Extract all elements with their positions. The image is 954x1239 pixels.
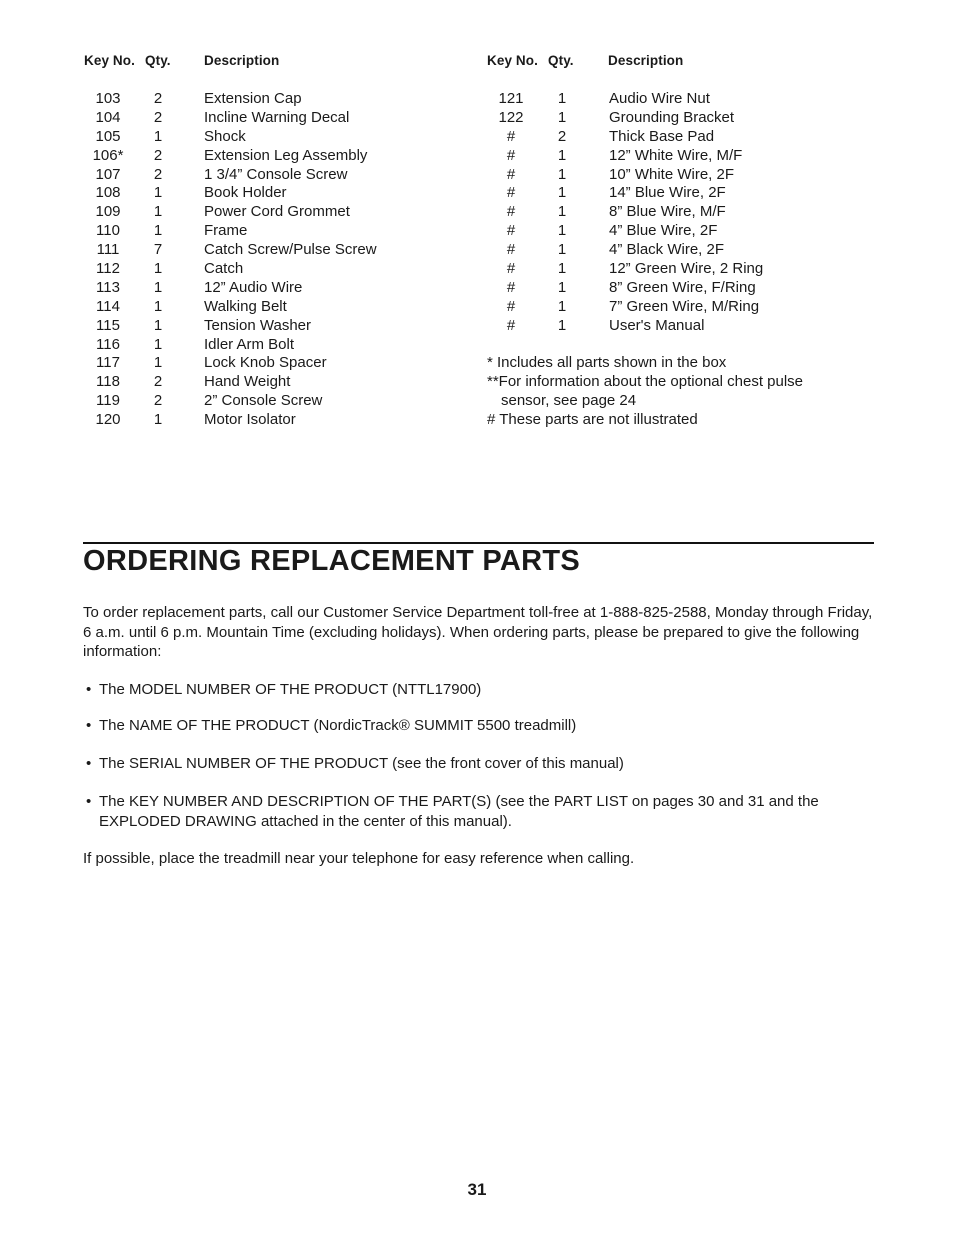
part-description: Catch Screw/Pulse Screw bbox=[204, 241, 377, 259]
part-qty: 1 bbox=[557, 184, 567, 202]
bullet-dot: • bbox=[86, 793, 92, 810]
part-key-no: # bbox=[506, 184, 516, 202]
part-description: Lock Knob Spacer bbox=[204, 354, 327, 372]
part-description: Catch bbox=[204, 260, 244, 278]
part-key-no: # bbox=[506, 222, 516, 240]
part-key-no: 114 bbox=[96, 297, 120, 315]
part-qty: 2 bbox=[153, 392, 163, 410]
part-qty: 1 bbox=[153, 203, 163, 221]
part-key-no: 107 bbox=[95, 165, 121, 183]
bullet-text: The KEY NUMBER AND DESCRIPTION OF THE PART(S) (see the PART LIST on pages 30 and 31 and the EXPLODED DRAWING attached in the center of this manual). bbox=[99, 793, 819, 830]
part-key-no: 116 bbox=[96, 335, 120, 353]
right-header-qty: Qty. bbox=[548, 53, 574, 68]
part-key-no: # bbox=[506, 127, 516, 145]
part-qty: 1 bbox=[153, 297, 163, 315]
section-divider bbox=[83, 542, 874, 544]
bullet-text: The MODEL NUMBER OF THE PRODUCT (NTTL17900) bbox=[99, 681, 482, 698]
part-key-no: 105 bbox=[95, 127, 121, 145]
part-description: 8” Green Wire, F/Ring bbox=[609, 278, 756, 296]
left-header-key-no: Key No. bbox=[84, 53, 135, 68]
part-key-no: # bbox=[506, 260, 516, 278]
part-description: User's Manual bbox=[609, 316, 705, 334]
part-description: Book Holder bbox=[204, 184, 287, 202]
bullet-text: The SERIAL NUMBER OF THE PRODUCT (see the front cover of this manual) bbox=[99, 755, 624, 772]
part-key-no: # bbox=[506, 278, 516, 296]
part-qty: 1 bbox=[557, 278, 567, 296]
left-header-qty: Qty. bbox=[145, 53, 171, 68]
note-asterisk: * Includes all parts shown in the box bbox=[487, 354, 727, 371]
bullet-item bbox=[86, 680, 876, 700]
part-description: Shock bbox=[204, 127, 246, 145]
part-description: 8” Blue Wire, M/F bbox=[609, 203, 726, 221]
part-key-no: 113 bbox=[96, 278, 120, 296]
part-qty: 1 bbox=[153, 335, 163, 353]
part-qty: 1 bbox=[557, 222, 567, 240]
part-qty: 1 bbox=[557, 165, 567, 183]
part-description: Hand Weight bbox=[204, 373, 291, 391]
part-key-no: 106* bbox=[92, 146, 124, 164]
part-key-no: 115 bbox=[96, 316, 120, 334]
part-qty: 2 bbox=[153, 165, 163, 183]
note-hash: # These parts are not illustrated bbox=[487, 410, 698, 428]
bullet-dot: • bbox=[86, 681, 92, 698]
bullet-item bbox=[86, 716, 876, 736]
part-description: 14” Blue Wire, 2F bbox=[609, 184, 726, 202]
part-description: Walking Belt bbox=[204, 297, 287, 315]
part-qty: 1 bbox=[557, 90, 567, 107]
bullet-dot: • bbox=[86, 717, 92, 734]
part-qty: 2 bbox=[153, 108, 163, 126]
part-key-no: 108 bbox=[95, 184, 121, 202]
part-description: 12” White Wire, M/F bbox=[609, 146, 743, 164]
part-key-no: # bbox=[506, 297, 516, 315]
part-key-no: 103 bbox=[95, 90, 121, 107]
part-qty: 1 bbox=[557, 146, 567, 164]
part-key-no: 117 bbox=[96, 354, 120, 372]
right-header-description: Description bbox=[608, 53, 684, 68]
part-description: Frame bbox=[204, 222, 248, 240]
part-description: 4” Blue Wire, 2F bbox=[609, 222, 718, 240]
part-qty: 1 bbox=[557, 108, 567, 126]
part-qty: 1 bbox=[153, 316, 163, 334]
page-number: 31 bbox=[467, 1180, 487, 1199]
part-key-no: # bbox=[506, 165, 516, 183]
part-qty: 2 bbox=[153, 373, 163, 391]
part-qty: 1 bbox=[557, 241, 567, 259]
part-key-no: 109 bbox=[95, 203, 121, 221]
note-double-asterisk-cont: sensor, see page 24 bbox=[501, 391, 637, 409]
part-qty: 1 bbox=[153, 127, 163, 145]
bullet-dot: • bbox=[86, 755, 92, 772]
part-key-no: 120 bbox=[95, 411, 121, 429]
section-title: ORDERING REPLACEMENT PARTS bbox=[83, 545, 581, 577]
part-qty: 1 bbox=[557, 203, 567, 221]
part-description: 12” Green Wire, 2 Ring bbox=[609, 260, 764, 278]
part-qty: 1 bbox=[153, 411, 163, 429]
part-key-no: 104 bbox=[95, 108, 121, 126]
part-description: Incline Warning Decal bbox=[204, 108, 350, 126]
part-key-no: 119 bbox=[96, 392, 120, 410]
part-qty: 1 bbox=[153, 222, 163, 240]
part-description: Tension Washer bbox=[204, 316, 311, 334]
part-key-no: 112 bbox=[96, 260, 120, 278]
right-header-key-no: Key No. bbox=[487, 53, 538, 68]
part-description: Extension Leg Assembly bbox=[204, 146, 368, 164]
part-description: Grounding Bracket bbox=[609, 108, 735, 126]
closing-paragraph: If possible, place the treadmill near your telephone for easy reference when calling. bbox=[83, 850, 635, 867]
part-qty: 1 bbox=[557, 316, 567, 334]
part-key-no: # bbox=[506, 146, 516, 164]
bullet-item bbox=[86, 754, 876, 774]
part-description: 2” Console Screw bbox=[204, 392, 323, 410]
bullet-text: The NAME OF THE PRODUCT (NordicTrack® SUMMIT 5500 treadmill) bbox=[99, 717, 577, 734]
part-key-no: 122 bbox=[498, 108, 524, 126]
part-description: 12” Audio Wire bbox=[204, 278, 303, 296]
part-key-no: 111 bbox=[96, 241, 120, 259]
part-qty: 1 bbox=[557, 297, 567, 315]
part-description: Thick Base Pad bbox=[609, 127, 715, 145]
note-double-asterisk: **For information about the optional chest pulse bbox=[487, 372, 804, 390]
part-key-no: # bbox=[506, 316, 516, 334]
part-description: 10” White Wire, 2F bbox=[609, 165, 735, 183]
part-key-no: 121 bbox=[498, 90, 524, 107]
part-key-no: 110 bbox=[96, 222, 120, 240]
part-qty: 1 bbox=[153, 354, 163, 372]
part-qty: 7 bbox=[153, 241, 163, 259]
part-qty: 1 bbox=[153, 278, 163, 296]
left-header-description: Description bbox=[204, 53, 280, 68]
part-key-no: # bbox=[506, 203, 516, 221]
part-description: 4” Black Wire, 2F bbox=[609, 241, 725, 259]
part-qty: 2 bbox=[153, 90, 163, 107]
part-description: Extension Cap bbox=[204, 90, 302, 107]
intro-paragraph: To order replacement parts, call our Customer Service Department toll-free at 1-888-825-2588, Monday through Friday, 6 a.m. until 6 p.m. Mountain Time (excluding holidays). When ordering parts, please be prepared to give the following information: bbox=[83, 604, 873, 660]
part-qty: 2 bbox=[557, 127, 567, 145]
part-key-no: # bbox=[506, 241, 516, 259]
part-description: Motor Isolator bbox=[204, 411, 296, 429]
part-description: 1 3/4” Console Screw bbox=[204, 165, 348, 183]
part-description: Audio Wire Nut bbox=[609, 90, 710, 107]
part-key-no: 118 bbox=[96, 373, 120, 391]
part-qty: 1 bbox=[153, 184, 163, 202]
part-qty: 1 bbox=[557, 260, 567, 278]
part-description: 7” Green Wire, M/Ring bbox=[609, 297, 760, 315]
part-description: Power Cord Grommet bbox=[204, 203, 350, 221]
part-qty: 1 bbox=[153, 260, 163, 278]
parts-notes bbox=[487, 354, 803, 430]
part-description: Idler Arm Bolt bbox=[204, 335, 295, 353]
bullet-item bbox=[86, 792, 876, 831]
part-qty: 2 bbox=[153, 146, 163, 164]
